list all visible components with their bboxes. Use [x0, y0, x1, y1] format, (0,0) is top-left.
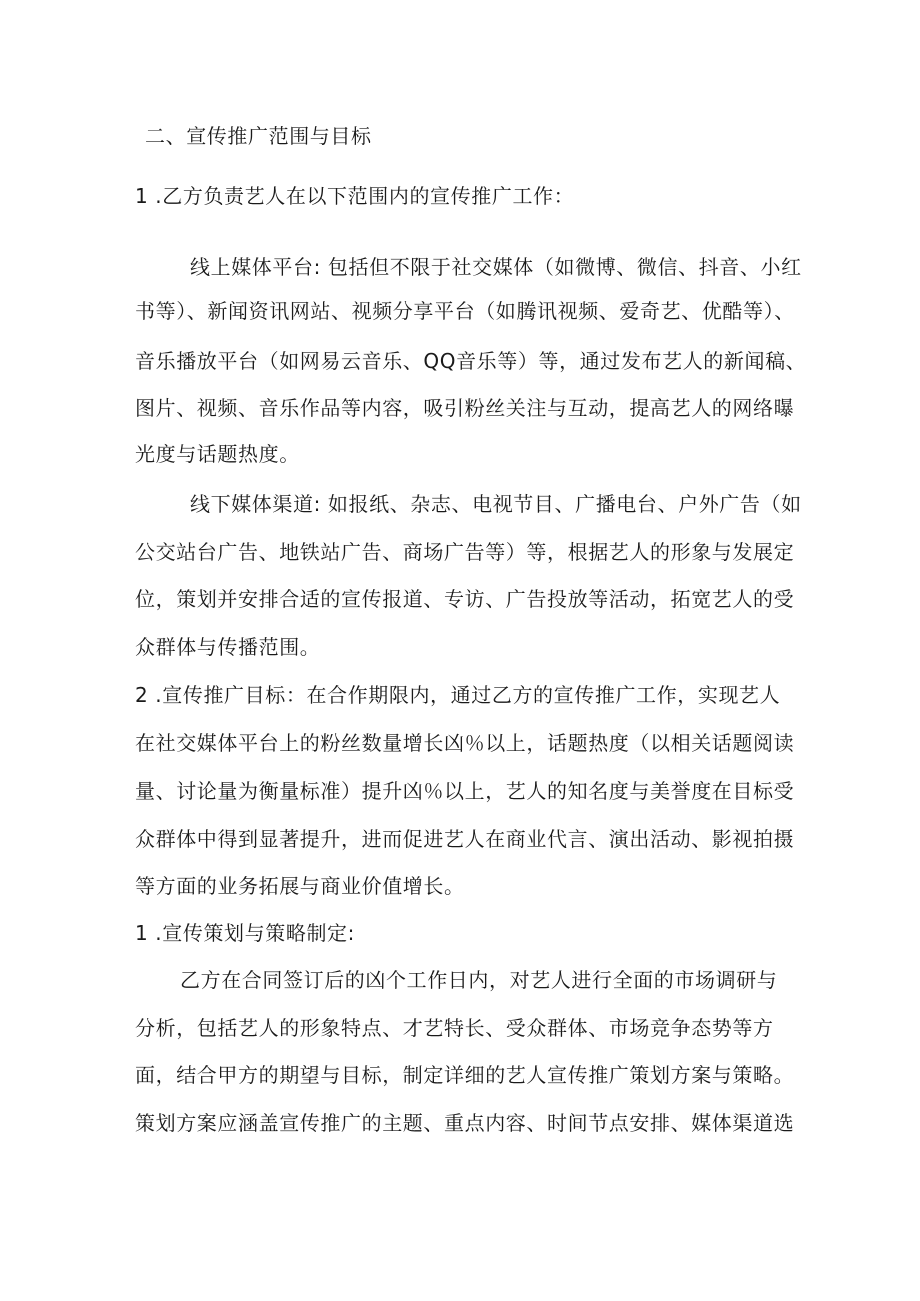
paragraph-line: 众群体中得到显著提升，进而促进艺人在商业代言、演出活动、影视拍摄	[135, 827, 795, 851]
paragraph-line: 公交站台广告、地铁站广告、商场广告等）等，根据艺人的形象与发展定	[135, 540, 795, 564]
paragraph-line: 众群体与传播范围。	[135, 635, 321, 659]
paragraph-line: 在社交媒体平台上的粉丝数量增长凶％以上，话题热度（以相关话题阅读	[135, 731, 795, 755]
paragraph-line: 光度与话题热度。	[135, 442, 300, 466]
paragraph-line: 线上媒体平台: 包括但不限于社交媒体（如微博、微信、抖音、小红	[190, 255, 802, 279]
strategy-heading: 1 .宣传策划与策略制定:	[135, 921, 355, 945]
paragraph-line: 书等）、新闻资讯网站、视频分享平台（如腾讯视频、爱奇艺、优酷等）、	[135, 299, 795, 323]
paragraph-line: 线下媒体渠道: 如报纸、杂志、电视节目、广播电台、户外广告（如	[190, 492, 802, 516]
section-heading: 二、宣传推广范围与目标	[145, 124, 372, 148]
paragraph-line: 图片、视频、音乐作品等内容，吸引粉丝关注与互动，提高艺人的网络曝	[135, 396, 795, 420]
paragraph-line: 乙方在合同签订后的凶个工作日内，对艺人进行全面的市场调研与	[180, 968, 778, 992]
paragraph-line: 2 .宣传推广目标：在合作期限内，通过乙方的宣传推广工作，实现艺人	[135, 683, 781, 707]
paragraph-line: 等方面的业务拓展与商业价值增长。	[135, 874, 465, 898]
paragraph-line: 位，策划并安排合适的宣传报道、专访、广告投放等活动，拓宽艺人的受	[135, 587, 795, 611]
paragraph-line: 音乐播放平台（如网易云音乐、QQ音乐等）等，通过发布艺人的新闻稿、	[135, 349, 807, 373]
paragraph-line: 面，结合甲方的期望与目标，制定详细的艺人宣传推广策划方案与策略。	[135, 1063, 795, 1087]
paragraph-line: 分析，包括艺人的形象特点、才艺特长、受众群体、市场竞争态势等方	[135, 1016, 774, 1040]
paragraph-line: 量、讨论量为衡量标准）提升凶％以上，艺人的知名度与美誉度在目标受	[135, 779, 795, 803]
item-1-heading: 1 .乙方负责艺人在以下范围内的宣传推广工作：	[135, 184, 575, 208]
paragraph-line: 策划方案应涵盖宣传推广的主题、重点内容、时间节点安排、媒体渠道选	[135, 1111, 795, 1135]
